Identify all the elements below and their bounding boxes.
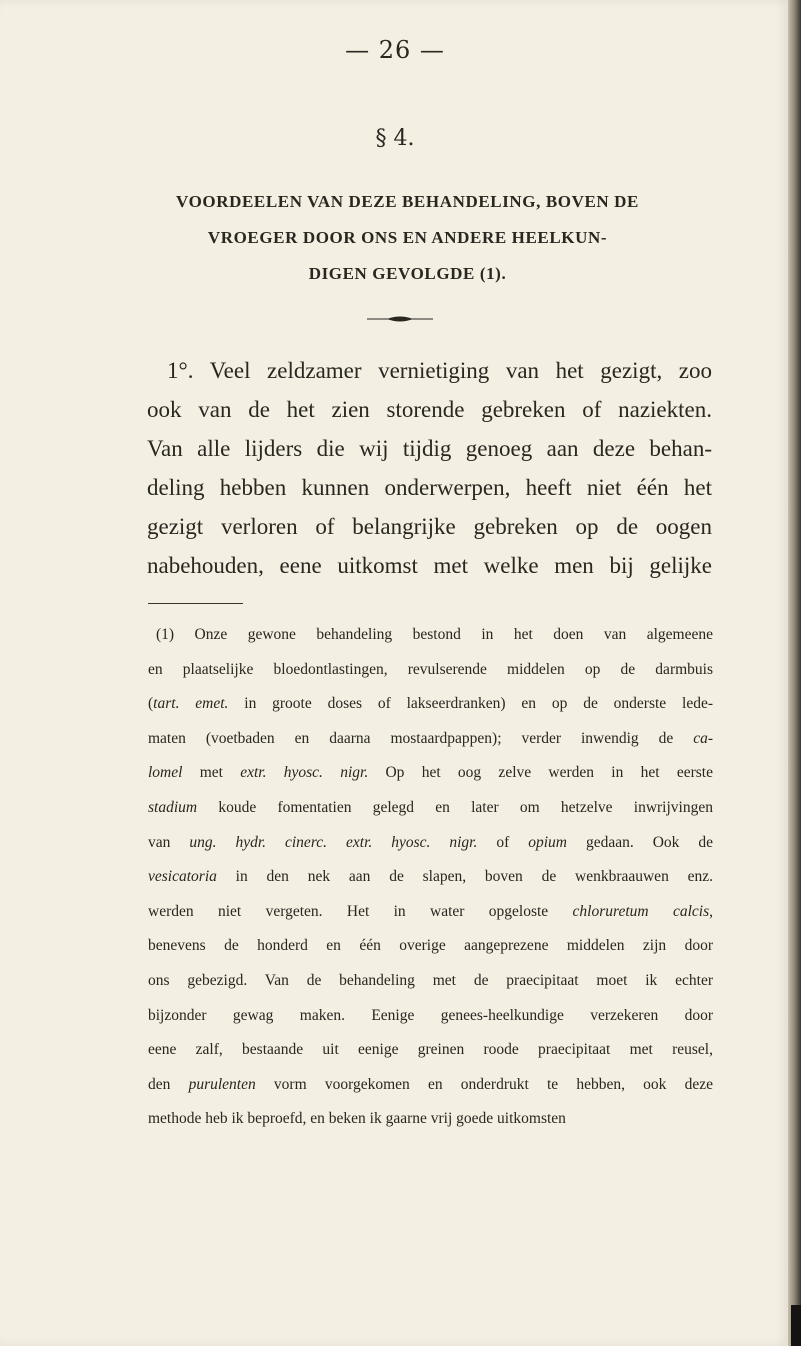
footnote-text: gedaan. Ook de [566,833,713,851]
heading-line: VROEGER DOOR ONS EN ANDERE HEELKUN- [207,228,608,247]
footnote-text: en plaatselijke bloedontlastingen, revulserende middelen op de darmbuis [148,660,713,678]
footnote-italic-text: vesicatoria [148,868,217,886]
section-heading [150,184,665,292]
footnote-line [148,929,713,964]
book-spine-shadow [791,1305,801,1346]
footnote-line [148,653,713,688]
footnote-text: vorm voorgekomen en onderdrukt te hebben, ook deze [255,1075,713,1093]
body-line: deling hebben kunnen onderwerpen, heeft niet één het [147,475,712,500]
footnote-italic-text: lomel [148,764,183,782]
footnote-text: eene zalf, bestaande uit eenige greinen roode praecipitaat met reusel, [148,1041,713,1059]
footnote-italic-text: stadium [148,798,198,816]
body-line: nabehouden, eene uitkomst met welke men bij gelijke [147,553,712,578]
footnote-line [148,687,713,722]
page-number: — 26 — [345,36,445,64]
heading-line: VOORDEELEN VAN DEZE BEHANDELING, BOVEN DE [176,192,639,211]
footnote-text: , [709,902,713,920]
footnote-line [148,860,713,895]
footnote-line [148,999,713,1034]
ornament-divider [365,315,435,323]
footnote-rule [148,603,243,604]
footnote-line [148,756,713,791]
footnote-text: in den nek aan de slapen, boven de wenkbraauwen enz. [216,868,713,886]
body-text [147,351,712,585]
heading-line: DIGEN GEVOLGDE (1). [308,264,507,283]
footnote-text: ( [148,695,154,713]
footnote-italic-text: purulenten [188,1075,256,1093]
footnote-text: (1) Onze gewone behandeling bestond in het doen van algemeene [156,626,713,643]
footnote-text: werden niet vergeten. Het in water opgeloste [148,902,573,920]
footnote-italic-text: tart. emet. [153,695,229,713]
footnote-italic-text: opium [528,833,567,851]
footnote-line [148,826,713,861]
body-line: ook van de het zien storende gebreken of naziekten. [147,397,712,422]
footnote-text: met [182,764,241,782]
body-line: gezigt verloren of belangrijke gebreken op de oogen [147,514,712,539]
footnote-text: benevens de honderd en één overige aangeprezene middelen zijn door [148,937,713,955]
footnote-text: den [148,1075,189,1093]
body-line: Van alle lijders die wij tijdig genoeg aan deze behan- [147,436,712,461]
footnote-italic-text: ca- [693,729,713,747]
footnote-line [148,1102,713,1137]
footnote-line [148,791,713,826]
footnote-text: in groote doses of lakseerdranken) en op de onderste lede- [228,695,714,713]
footnote-italic-text: extr. hyosc. nigr. [240,764,369,782]
footnote-text: maten (voetbaden en daarna mostaardpappen); verder inwendig de [148,729,694,747]
footnote-line [148,1033,713,1068]
footnote-line [148,1068,713,1103]
book-spine-edge [788,0,801,1346]
footnote-text: koude fomentatien gelegd en later om hetzelve inwrijvingen [197,798,713,816]
footnote-text: of [477,833,529,851]
footnote-line [148,618,713,653]
footnote-italic-text: chloruretum calcis [572,902,710,920]
footnote-line [148,964,713,999]
body-line: 1°. Veel zeldzamer vernietiging van het gezigt, zoo [167,358,712,383]
section-number: § 4. [375,126,415,151]
footnote-text: methode heb ik beproefd, en beken ik gaarne vrij goede uitkomsten [148,1110,566,1128]
footnote-text: bijzonder gewag maken. Eenige genees-heelkundige verzekeren door [148,1006,713,1024]
footnote-line [148,895,713,930]
footnote-line [148,722,713,757]
footnote-text: van [148,833,190,851]
footnote-text: ons gebezigd. Van de behandeling met de praecipitaat moet ik echter [148,971,713,989]
footnote [148,618,713,1137]
footnote-italic-text: ung. hydr. cinerc. extr. hyosc. nigr. [189,833,478,851]
footnote-text: Op het oog zelve werden in het eerste [368,764,713,782]
